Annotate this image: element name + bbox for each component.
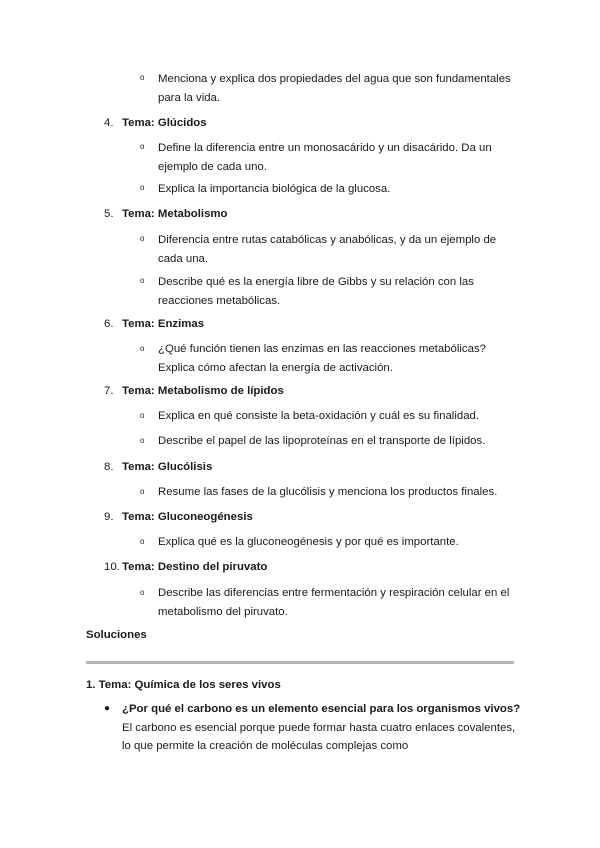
horizontal-rule (86, 661, 514, 664)
bullet-disc: ● (104, 703, 111, 714)
topic-number: 4. (104, 117, 114, 129)
bullet-circle: o (140, 537, 145, 546)
question-item: Explica la importancia biológica de la glucosa. (158, 183, 391, 195)
topic-number: 7. (104, 385, 114, 397)
question-item: Describe qué es la energía libre de Gibbs y su relación con las reacciones metabólicas. (158, 276, 474, 307)
question-item: Diferencia entre rutas catabólicas y anabólicas, y da un ejemplo de cada una. (158, 234, 497, 265)
answer-question: ¿Por qué el carbono es un elemento esencial para los organismos vivos? (122, 703, 521, 715)
topic-number: 10. (104, 561, 120, 573)
topic-number: 5. (104, 208, 114, 220)
question-item: ¿Qué función tienen las enzimas en las reacciones metabólicas? Explica cómo afectan la energía de activación. (158, 343, 486, 374)
topic-number: 8. (104, 461, 114, 473)
topic-title: Tema: Metabolismo (122, 208, 228, 220)
topic-heading (104, 383, 284, 399)
bullet-circle: o (140, 436, 145, 445)
topic-title: Tema: Destino del piruvato (122, 561, 268, 573)
topic-number: 6. (104, 318, 114, 330)
topic-heading (104, 206, 228, 222)
topic-heading (104, 559, 267, 575)
bullet-circle: o (140, 344, 145, 353)
question-item: Explica en qué consiste la beta-oxidación y cuál es su finalidad. (158, 410, 480, 422)
question-item: Describe el papel de las lipoproteínas en el transporte de lípidos. (158, 435, 486, 447)
bullet-circle: o (140, 142, 145, 151)
answer-text: El carbono es esencial porque puede formar hasta cuatro enlaces covalentes, lo que permite la creación de moléculas complejas como (122, 721, 516, 753)
answer-paragraph (122, 700, 522, 756)
topic-heading (104, 316, 204, 332)
bullet-circle: o (140, 234, 145, 243)
bullet-circle: o (140, 183, 145, 192)
topic-title: Tema: Metabolismo de lípidos (122, 385, 284, 397)
topic-heading (104, 509, 253, 525)
topic-number: 9. (104, 511, 114, 523)
solutions-heading: Soluciones (86, 629, 147, 641)
topic-heading (104, 459, 212, 475)
topic-title: Tema: Glúcidos (122, 117, 207, 129)
question-item: Explica qué es la gluconeogénesis y por qué es importante. (158, 536, 459, 548)
bullet-circle: o (140, 276, 145, 285)
question-item: Describe las diferencias entre fermentación y respiración celular en el metabolismo del piruvato. (158, 587, 510, 618)
bullet-circle: o (140, 73, 145, 82)
solution-section-title: 1. Tema: Química de los seres vivos (86, 679, 281, 691)
topic-heading (104, 115, 207, 131)
topic-title: Tema: Glucólisis (122, 461, 213, 473)
question-item: Resume las fases de la glucólisis y menciona los productos finales. (158, 486, 498, 498)
topic-title: Tema: Enzimas (122, 318, 205, 330)
question-item: Menciona y explica dos propiedades del agua que son fundamentales para la vida. (158, 73, 511, 104)
question-item: Define la diferencia entre un monosacárido y un disacárido. Da un ejemplo de cada uno. (158, 142, 492, 173)
bullet-circle: o (140, 588, 145, 597)
bullet-circle: o (140, 411, 145, 420)
bullet-circle: o (140, 487, 145, 496)
topic-title: Tema: Gluconeogénesis (122, 511, 253, 523)
